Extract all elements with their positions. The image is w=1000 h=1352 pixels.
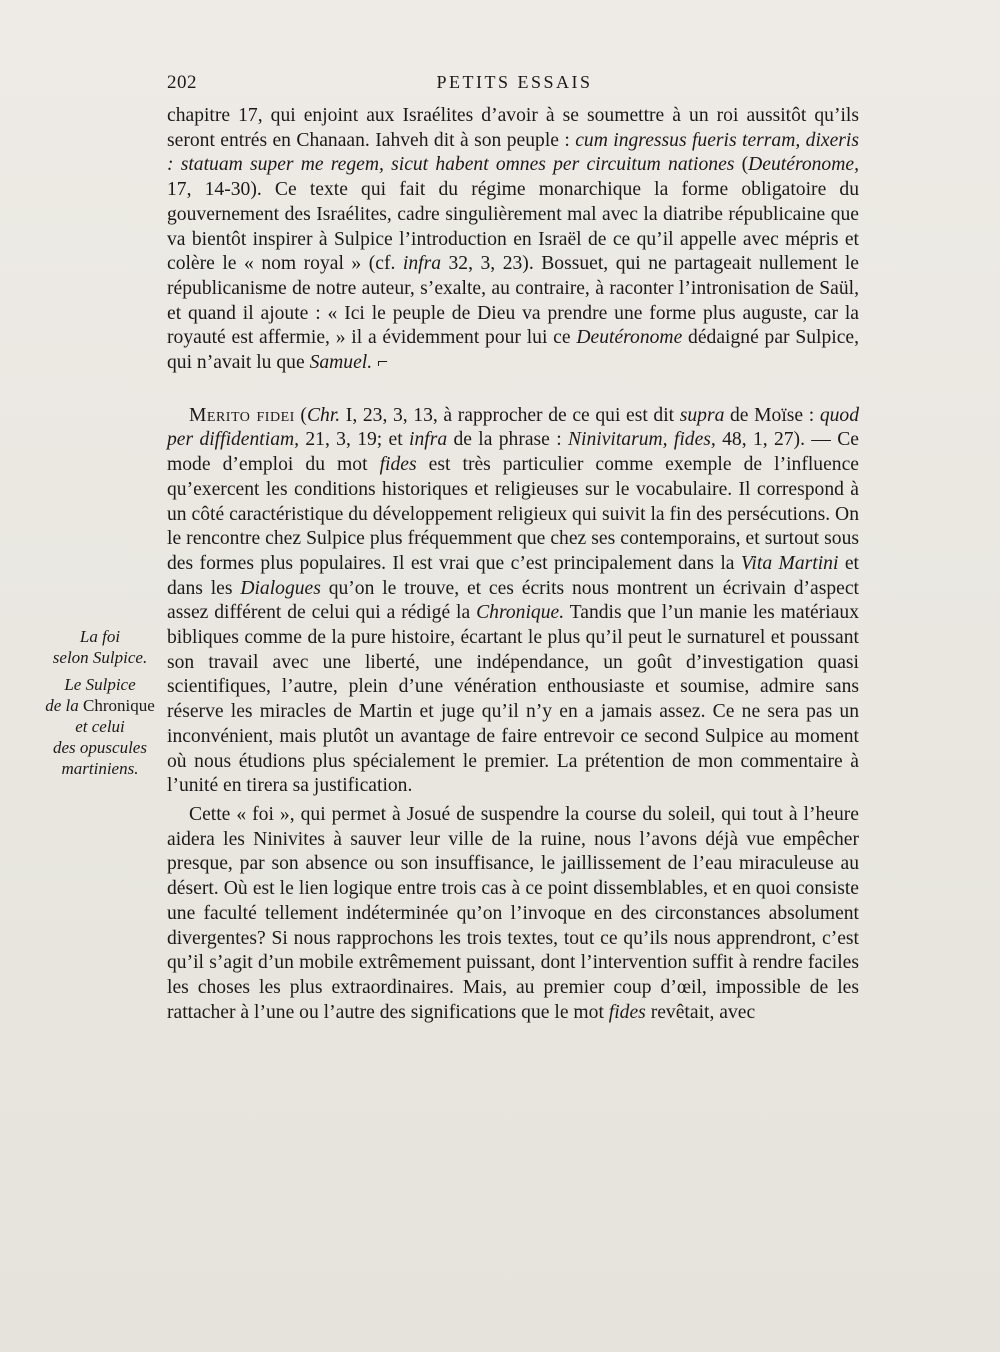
margin-note-line	[30, 674, 170, 695]
paragraph-merito-fidei	[167, 404, 859, 799]
margin-note-foi-selon-sulpice	[30, 626, 170, 668]
text-segment: Dialogues	[240, 577, 321, 599]
text-segment: des opuscules	[53, 738, 147, 757]
text-segment: 32, 3, 23). Bossuet, qui ne partageait nullement le républicanisme de notre auteur, s’exalte, au contraire, à raconter l’intronisation de Saül, et quand il ajoute : « Ici le peuple de Dieu va prendre une forme plus auguste, car la royauté est affermie, » il a évidemment pour lui ce	[167, 253, 859, 349]
margin-note-line	[30, 758, 170, 779]
margin-note-line	[30, 716, 170, 737]
text-segment: qu’on le trouve, et ces écrits nous montrent un écrivain d’aspect assez différent de celui qui a rédigé la	[167, 577, 859, 624]
text-segment: martiniens.	[61, 759, 139, 778]
text-segment: supra	[679, 404, 725, 426]
margin-notes	[30, 626, 170, 785]
text-segment: (	[294, 404, 307, 426]
text-segment: Vita Martini	[740, 552, 839, 574]
text-segment: et celui	[75, 717, 125, 736]
margin-note-line	[30, 737, 170, 758]
page-number: 202	[167, 72, 197, 93]
text-segment: 21, 3, 19; et	[299, 429, 410, 451]
text-segment: infra	[402, 253, 441, 275]
margin-note-line	[30, 695, 170, 716]
text-segment: chapitre 17, qui enjoint aux Israélites d’avoir à se soumettre à un roi aussitôt qu’ils seront entrés en Chanaan. Iahveh dit à son peuple :	[167, 105, 859, 151]
text-segment: fides	[379, 454, 417, 476]
page-header	[167, 72, 862, 96]
text-segment: cum ingressus fueris terram, dixeris : statuam super me regem, sicut habent omnes per circuitum nationes	[167, 129, 859, 176]
text-segment: est très particulier comme exemple de l’influence qu’exercent les conditions historiques et religieuses sur le vocabulaire. Il correspond à un côté caractéristique du développement religieux qui suivit la fin des persécutions. On le rencontre chez Sulpice plus fréquemment que chez ses contemporains, et surtout sous des formes plus populaires. Il est vrai que c’est principalement dans la	[167, 454, 859, 574]
text-segment: fides	[608, 1001, 646, 1023]
text-segment: Chr.	[306, 404, 341, 426]
text-segment: Deutéronome,	[748, 154, 859, 176]
text-segment: de la phrase :	[447, 429, 568, 451]
text-segment: ⌐	[372, 352, 389, 374]
text-segment: Deutéronome	[576, 327, 683, 349]
paragraph-continuation	[167, 104, 859, 376]
text-segment: dédaigné par Sulpice, qui n’avait lu que	[167, 327, 860, 374]
text-segment: Cette « foi », qui permet à Josué de suspendre la course du soleil, qui tout à l’heure aidera les Ninivites à sauver leur ville de la ruine, nous l’avons déjà vue empêcher presque, par son absence ou son insuffisance, le jaillissement de l’eau miraculeuse au désert. Où est le lien logique entre trois cas à ce point dissemblables, et en quoi consiste une faculté tellement indéterminée qu’on l’invoque en des circonstances absolument divergentes? Si nous rapprochons les trois textes, tout ce qu’ils nous apprendront, c’est qu’il s’agit d’un mobile extrêmement puissant, dont l’intervention suffit à rendre faciles les choses les plus extraordinaires. Mais, au premier coup d’œil, impossible de les rattacher à l’une ou l’autre des significations que le mot	[167, 803, 859, 1023]
text-segment: 48, 1, 27). — Ce mode d’emploi du mot	[167, 429, 859, 476]
body-text	[167, 104, 859, 1025]
text-segment: selon Sulpice.	[52, 648, 148, 667]
text-segment: Chronique.	[476, 602, 565, 624]
text-segment: et dans les	[167, 552, 859, 599]
paragraph-cette-foi	[167, 803, 859, 1025]
text-segment: quod per diffidentiam,	[167, 404, 859, 451]
margin-note-le-sulpice	[30, 674, 170, 779]
running-title: PETITS ESSAIS	[436, 72, 593, 92]
text-segment: Tandis que l’un manie les matériaux bibliques comme de la pure histoire, écartant le plus qu’il peut le surnaturel et poussant son travail avec une liberté, une indépendance, un goût d’investigation quasi scientifiques, l’autre, plein d’une vénération enthousiaste et soumise, admire sans réserve les miracles de Martin et juge qu’il n’y en a jamais assez. Ce ne sera pas un inconvénient, mais plutôt un avantage de faire entrevoir ce second Sulpice au moment où nous étudions plus spécialement le premier. La prétention de mon commentaire à l’unité en tirera sa justification.	[167, 602, 859, 797]
text-segment: (	[734, 154, 749, 176]
text-segment: I, 23, 3, 13, à rapprocher de ce qui est dit	[340, 404, 680, 426]
margin-note-line	[30, 647, 170, 668]
text-segment: Le Sulpice	[64, 675, 136, 694]
text-segment: infra	[409, 429, 448, 451]
text-segment: Ninivitarum, fides,	[567, 429, 716, 451]
text-segment: Samuel.	[309, 352, 373, 374]
text-segment: Chronique	[83, 696, 155, 715]
text-segment: de la	[45, 696, 83, 715]
margin-note-line	[30, 626, 170, 647]
text-segment: revêtait, avec	[645, 1001, 756, 1023]
text-segment: La foi	[79, 627, 121, 646]
text-segment: Merito fidei	[189, 404, 295, 426]
paragraph-gap	[167, 376, 859, 404]
text-segment: de Moïse :	[724, 404, 820, 426]
text-segment: 17, 14-30). Ce texte qui fait du régime monarchique la forme obligatoire du gouvernement des Israélites, cadre singulièrement mal avec la diatribe républicaine que va bientôt inspirer à Sulpice l’introduction en Israël de ce qu’il appelle avec mépris et colère le « nom royal » (cf.	[167, 179, 859, 275]
